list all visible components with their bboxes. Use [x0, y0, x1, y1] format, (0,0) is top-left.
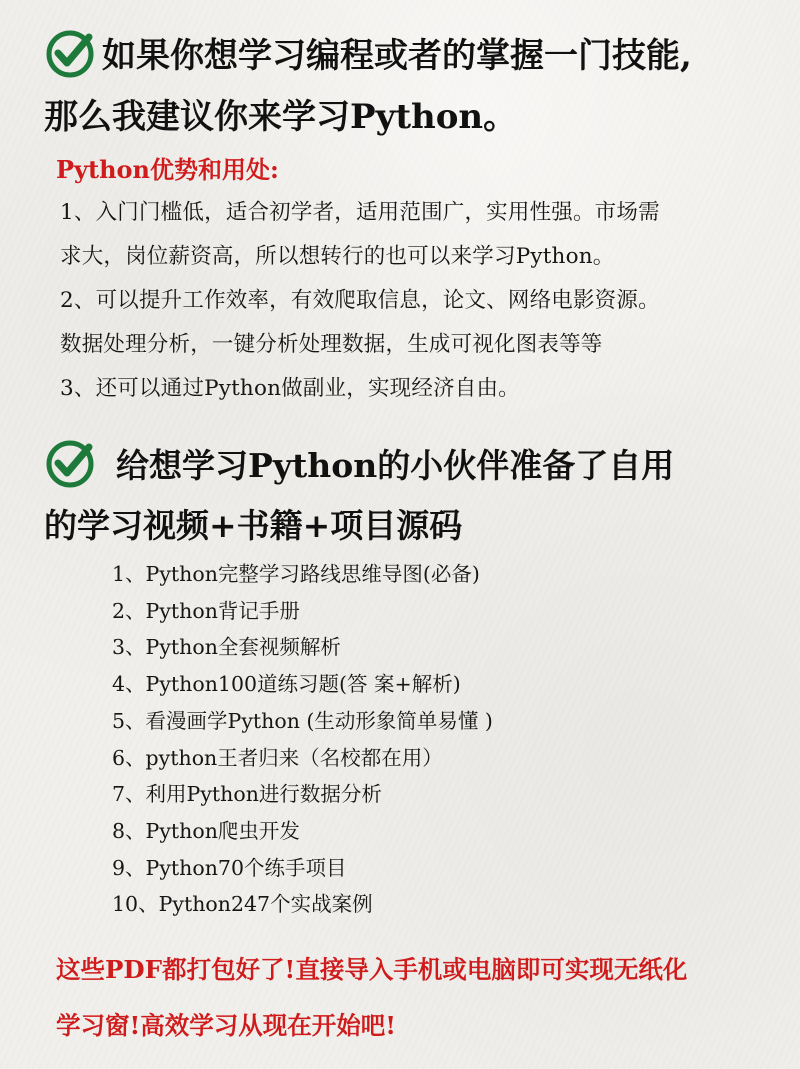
check-circle-icon	[44, 438, 96, 490]
advantages-line: 数据处理分析，一键分析处理数据，生成可视化图表等等	[60, 332, 603, 357]
list-item: 7、利用Python进行数据分析	[112, 782, 382, 807]
advantages-line: 求大，岗位薪资高，所以想转行的也可以来学习Python。	[60, 244, 615, 269]
advantages-body	[60, 191, 660, 411]
advantages-line: 3、还可以通过Python做副业，实现经济自由。	[60, 376, 520, 401]
list-item: 1、Python完整学习路线思维导图(必备)	[112, 562, 480, 586]
footer-line-1: 这些PDF都打包好了!直接导入手机或电脑即可实现无纸化	[56, 955, 688, 984]
heading-2-text-1: 给想学习Python的小伙伴准备了自用	[116, 446, 675, 485]
heading-2-line-1	[44, 436, 674, 496]
heading-resources	[44, 436, 674, 556]
advantages-line: 2、可以提升工作效率，有效爬取信息，论文、网络电影资源。	[60, 288, 660, 313]
list-item: 8、Python爬虫开发	[112, 818, 300, 843]
list-item: 2、Python背记手册	[112, 598, 300, 623]
footer-line-2: 学习窗!高效学习从现在开始吧!	[56, 1011, 397, 1040]
list-item: 4、Python100道练习题(答 案+解析)	[112, 672, 461, 697]
advantages-line: 1、入门门槛低，适合初学者，适用范围广，实用性强。市场需	[60, 200, 660, 225]
heading-1-line-1	[44, 26, 692, 87]
list-item: 6、python王者归来（名校都在用）	[112, 745, 443, 770]
list-item: 10、Python247个实战案例	[112, 892, 373, 917]
list-item: 9、Python70个练手项目	[112, 855, 347, 880]
footer-callout	[56, 942, 687, 1054]
advantages-title: Python优势和用处:	[56, 155, 279, 184]
check-circle-icon	[44, 28, 96, 80]
resource-list	[112, 556, 493, 923]
list-item: 5、看漫画学Python (生动形象简单易懂 )	[112, 708, 493, 733]
heading-2-line-2: 的学习视频+书籍+项目源码	[44, 506, 463, 545]
list-item: 3、Python全套视频解析	[112, 635, 341, 660]
heading-learn-programming	[44, 26, 692, 148]
heading-1-text-1: 如果你想学习编程或者的掌握一门技能,	[102, 36, 692, 76]
heading-1-line-2: 那么我建议你来学习Python。	[44, 97, 518, 137]
